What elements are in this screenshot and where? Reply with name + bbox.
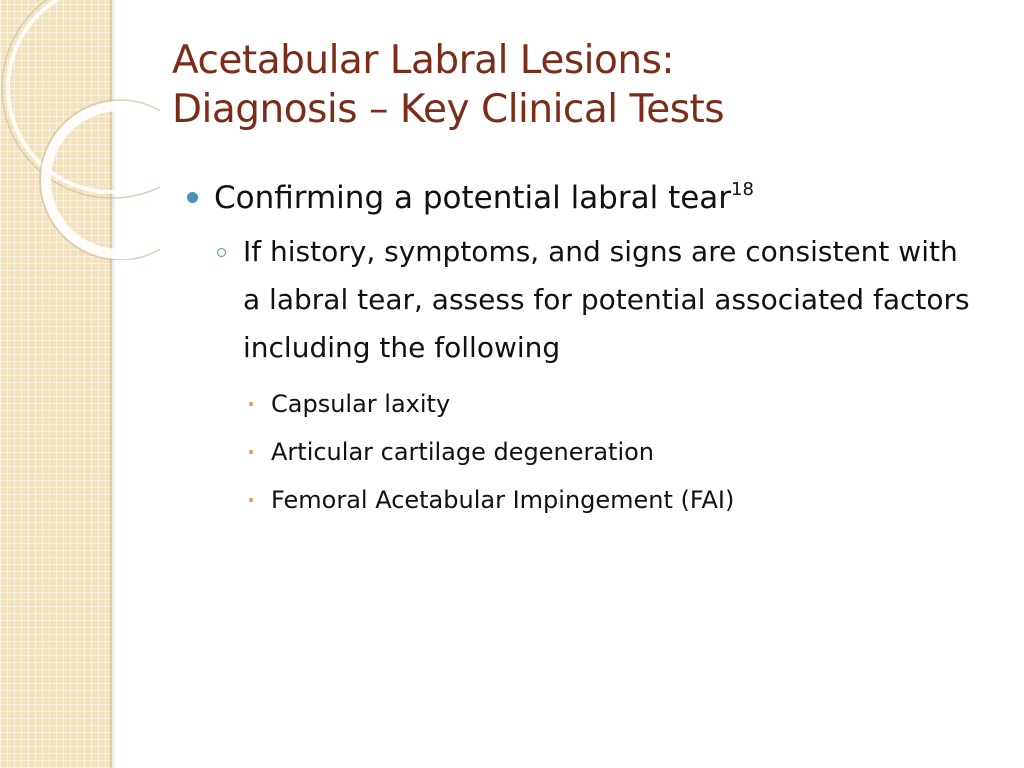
bullet-2-text: If history, symptoms, and signs are consistent with a labral tear, assess for potential associated factors including the following bbox=[243, 235, 970, 364]
list-item-text: Articular cartilage degeneration bbox=[271, 438, 655, 466]
filled-circle-bullet-icon bbox=[187, 192, 198, 203]
slide-body bbox=[183, 170, 993, 524]
hollow-circle-bullet-icon bbox=[217, 248, 226, 257]
title-line-1: Acetabular Labral Lesions: bbox=[172, 38, 675, 83]
list-item bbox=[271, 380, 993, 428]
decorative-circles bbox=[0, 0, 160, 260]
sub-item-list bbox=[183, 380, 993, 524]
bullet-1-text: Confirming a potential labral tear bbox=[214, 180, 732, 216]
citation-superscript: 18 bbox=[731, 179, 754, 200]
slide-title bbox=[172, 36, 992, 134]
list-item bbox=[271, 428, 993, 476]
bullet-level-1 bbox=[183, 170, 993, 226]
dot-bullet-icon bbox=[249, 402, 253, 406]
dot-bullet-icon bbox=[249, 450, 253, 454]
list-item bbox=[271, 476, 993, 524]
list-item-text: Femoral Acetabular Impingement (FAI) bbox=[271, 486, 735, 514]
dot-bullet-icon bbox=[249, 498, 253, 502]
list-item-text: Capsular laxity bbox=[271, 390, 451, 418]
bullet-level-2 bbox=[243, 228, 973, 372]
title-line-2: Diagnosis – Key Clinical Tests bbox=[172, 87, 725, 132]
